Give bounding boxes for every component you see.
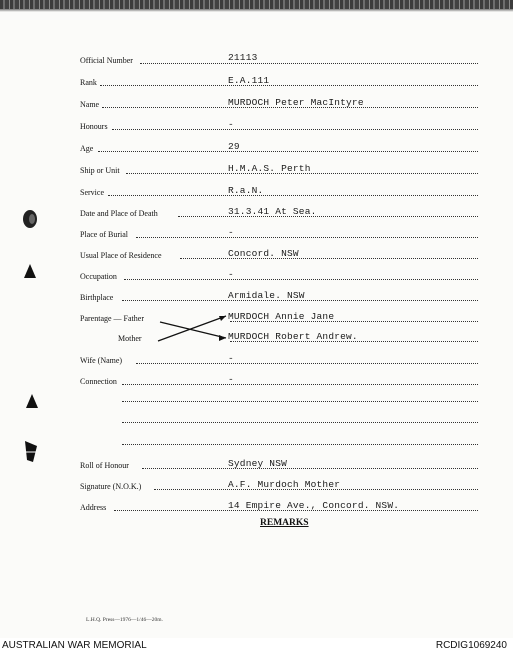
field-ship-or-unit <box>80 162 478 176</box>
residence-value: Concord. NSW <box>228 248 299 259</box>
scan-top-edge <box>0 0 513 9</box>
occupation-label: Occupation <box>80 272 117 281</box>
footer-record-id: RCDIG1069240 <box>435 640 507 651</box>
field-address <box>80 499 478 513</box>
connection-line-4 <box>122 443 478 445</box>
age-label: Age <box>80 144 94 153</box>
parentage-value: MURDOCH Annie Jane <box>228 311 335 322</box>
age-value: 29 <box>228 141 240 152</box>
burial-label: Place of Burial <box>80 230 128 239</box>
service-value: R.a.N. <box>228 185 264 196</box>
name-label: Name <box>80 100 100 109</box>
punch-hole-1 <box>20 206 40 232</box>
roll-value: Sydney NSW <box>228 458 288 469</box>
residence-label: Usual Place of Residence <box>80 251 162 260</box>
honours-value: - <box>228 119 234 130</box>
ship-or-unit-label: Ship or Unit <box>80 166 120 175</box>
field-occupation <box>80 268 478 282</box>
address-label: Address <box>80 503 107 512</box>
wife-value: - <box>228 353 234 364</box>
field-mother <box>80 330 478 344</box>
signature-value: A.F. Murdoch Mother <box>228 479 341 490</box>
punch-hole-3 <box>24 392 40 410</box>
connection-label: Connection <box>80 377 117 386</box>
birthplace-value: Armidale. NSW <box>228 290 305 301</box>
field-service <box>80 184 478 198</box>
field-rank <box>80 74 478 88</box>
field-parentage-father <box>80 310 478 324</box>
connection-line-3 <box>122 421 478 423</box>
field-date-place-death <box>80 205 478 219</box>
field-roll-of-honour <box>80 457 478 471</box>
mother-label: Mother <box>118 334 142 343</box>
field-birthplace <box>80 289 478 303</box>
service-label: Service <box>80 188 104 197</box>
field-age <box>80 140 478 154</box>
field-official-number <box>80 52 478 66</box>
punch-hole-4 <box>22 438 40 464</box>
honours-label: Honours <box>80 122 108 131</box>
connection-value: - <box>228 374 234 385</box>
connection-line-2 <box>122 400 478 402</box>
footer-bar <box>0 638 513 654</box>
birthplace-label: Birthplace <box>80 293 114 302</box>
form-print-code: L.H.Q. Press—1976—1/46—20m. <box>86 617 163 623</box>
name-value: MURDOCH Peter MacIntyre <box>228 97 364 108</box>
official-number-value: 21113 <box>228 52 258 63</box>
occupation-value: - <box>228 269 234 280</box>
burial-value: - <box>228 227 234 238</box>
field-usual-residence <box>80 247 478 261</box>
official-number-label: Official Number <box>80 56 133 65</box>
signature-label: Signature (N.O.K.) <box>80 482 142 491</box>
rank-label: Rank <box>80 78 97 87</box>
rank-value: E.A.111 <box>228 75 270 86</box>
field-name <box>80 96 478 110</box>
field-wife <box>80 352 478 366</box>
roll-label: Roll of Honour <box>80 461 129 470</box>
remarks-heading: REMARKS <box>260 518 309 528</box>
field-place-of-burial <box>80 226 478 240</box>
death-label: Date and Place of Death <box>80 209 158 218</box>
mother-value: MURDOCH Robert Andrew. <box>228 331 358 342</box>
wife-label: Wife (Name) <box>80 356 123 365</box>
field-signature-nok <box>80 478 478 492</box>
field-connection <box>80 373 478 387</box>
ship-or-unit-value: H.M.A.S. Perth <box>228 163 311 174</box>
scan-edge-shadow <box>0 9 513 12</box>
address-value: 14 Empire Ave., Concord. NSW. <box>228 500 400 511</box>
footer-institution: AUSTRALIAN WAR MEMORIAL <box>2 640 147 651</box>
parentage-label: Parentage — Father <box>80 314 144 323</box>
punch-hole-2 <box>22 262 38 280</box>
death-value: 31.3.41 At Sea. <box>228 206 317 217</box>
field-honours <box>80 118 478 132</box>
